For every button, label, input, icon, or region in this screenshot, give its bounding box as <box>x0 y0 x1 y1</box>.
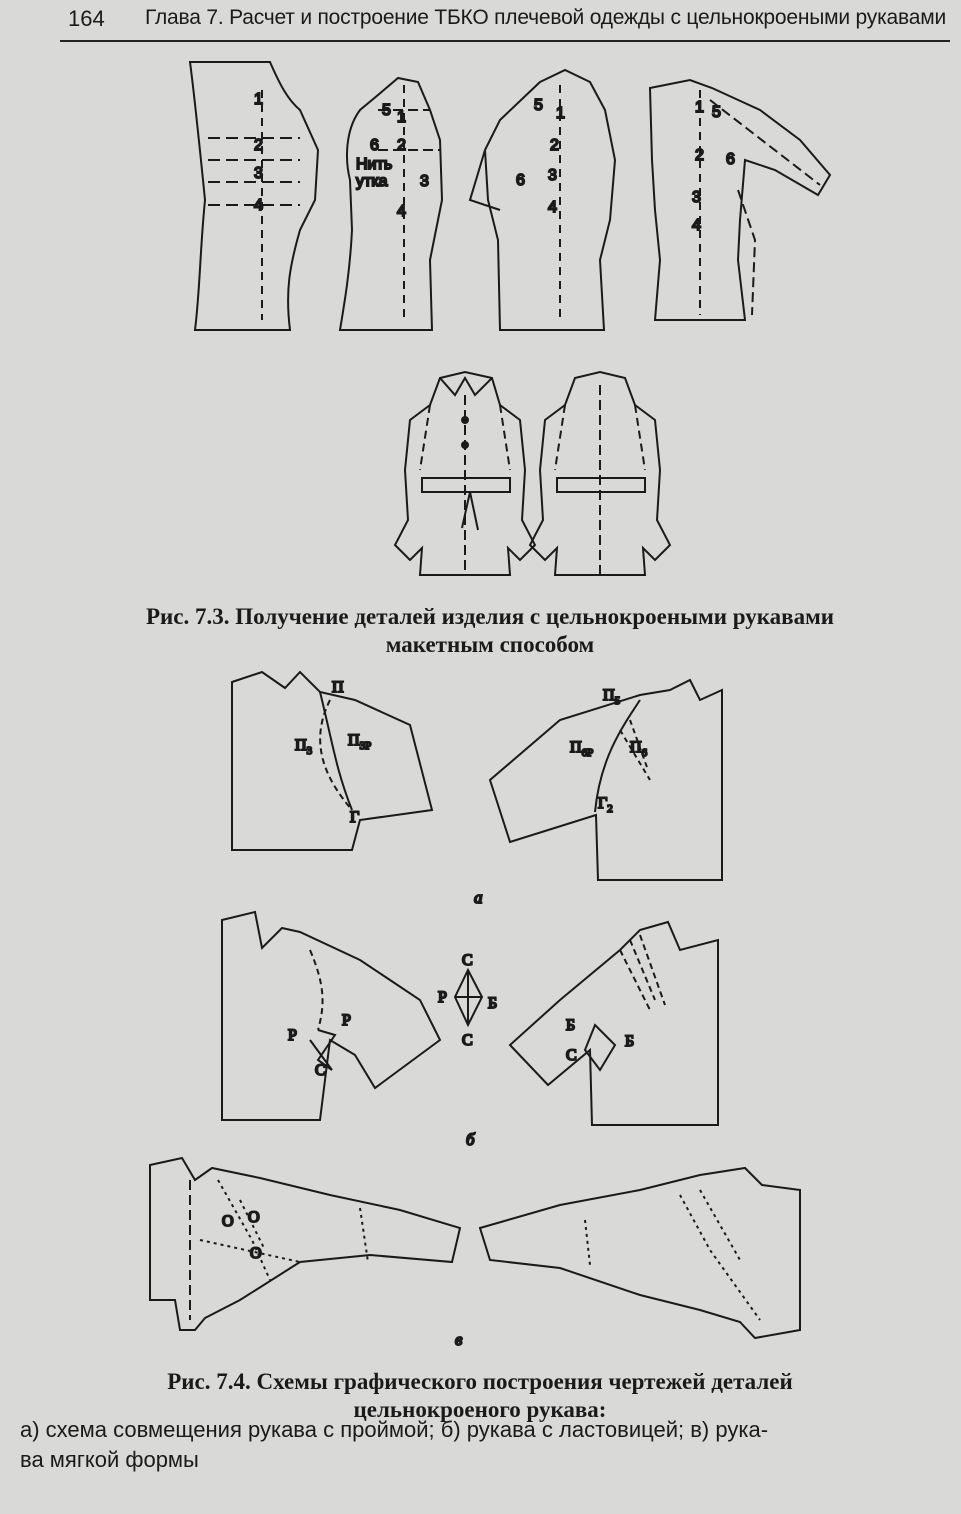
figure-7-4a-left <box>232 672 432 850</box>
figure-7-4b-gusset <box>438 952 497 1049</box>
label-P6R: $П_{6Р}$ <box>570 739 594 759</box>
figure-7-4v-right <box>480 1168 800 1338</box>
label-1: 1 <box>397 109 406 126</box>
label-2: 2 <box>550 137 559 154</box>
label-1: 1 <box>695 99 704 116</box>
figure-7-4a-right <box>490 680 722 880</box>
figure-7-3-piece-3 <box>470 70 615 330</box>
label-3: 3 <box>548 167 557 184</box>
label-2: 2 <box>254 137 263 154</box>
label-P: П <box>332 679 344 696</box>
label-4: 4 <box>397 203 406 220</box>
figure-7-4-caption-line2: цельнокроеного рукава: <box>353 1397 607 1422</box>
label-3: 3 <box>692 189 701 206</box>
label-6: 6 <box>726 151 735 168</box>
label-1: 1 <box>556 105 565 122</box>
label-O: О <box>248 1209 260 1226</box>
label-R: Р <box>342 1012 351 1029</box>
figure-7-3-piece-2 <box>340 78 442 330</box>
label-5: 5 <box>534 97 543 114</box>
subfigure-v-label: в <box>455 1330 463 1349</box>
label-P3R: $П_{3Р}$ <box>348 732 372 752</box>
label-R-left: Р <box>438 989 447 1006</box>
figure-7-4b-right <box>510 922 718 1125</box>
figure-7-4-description <box>20 1415 940 1475</box>
label-B-right: Б <box>488 995 498 1012</box>
figure-7-3-caption-line1: Рис. 7.3. Получение деталей изделия с цельнокроеными рукавами <box>145 604 834 629</box>
label-C: С <box>566 1047 577 1064</box>
figure-7-4v-left <box>150 1158 460 1330</box>
figure-7-4b-left <box>222 912 440 1120</box>
thread-label-line2: утка <box>356 173 388 190</box>
label-4: 4 <box>254 197 263 214</box>
label-1: 1 <box>254 91 263 108</box>
subfigure-b-label: б <box>466 1130 475 1149</box>
label-C-top: С <box>462 952 473 969</box>
subfigure-a-label: а <box>474 888 483 907</box>
label-4: 4 <box>548 199 557 216</box>
label-3: 3 <box>420 173 429 190</box>
figure-7-3-back-coat <box>530 372 670 575</box>
figure-7-3-caption <box>70 603 910 659</box>
figure-7-3-caption-line2: макетным способом <box>385 632 595 657</box>
label-6: 6 <box>516 172 525 189</box>
figure-7-4-caption-line1: Рис. 7.4. Схемы графического построения чертежей деталей <box>167 1369 793 1394</box>
label-B: Б <box>566 1017 576 1034</box>
figure-7-3-piece-4 <box>650 80 830 320</box>
thread-label-line1: Нить <box>356 156 393 173</box>
label-3: 3 <box>254 165 263 182</box>
label-C: С <box>315 1062 326 1079</box>
label-5: 5 <box>712 104 721 121</box>
chapter-title: Глава 7. Расчет и построение ТБКО плечевой одежды с цельнокроеными рукавами <box>145 6 946 29</box>
label-G2: $Г_2$ <box>598 795 613 815</box>
label-5: 5 <box>382 102 391 119</box>
page-number: 164 <box>68 6 105 31</box>
label-B: Б <box>625 1033 635 1050</box>
label-2: 2 <box>397 137 406 154</box>
description-line2: ва мягкой формы <box>20 1447 199 1472</box>
description-line1: а) схема совмещения рукава с проймой; б) рукава с ластовицей; в) рука- <box>20 1417 769 1442</box>
label-P5: $П_5$ <box>603 687 621 707</box>
label-4: 4 <box>692 217 701 234</box>
label-O: О <box>250 1245 262 1262</box>
label-O: О <box>222 1213 234 1230</box>
label-2: 2 <box>695 147 704 164</box>
label-6: 6 <box>370 137 379 154</box>
label-G: Г <box>350 809 360 826</box>
figure-7-3-front-coat <box>395 372 535 575</box>
label-C-bottom: С <box>462 1032 473 1049</box>
label-P3: $П_3$ <box>295 737 313 757</box>
figure-7-3-piece-1 <box>190 62 318 330</box>
label-R: Р <box>288 1027 297 1044</box>
label-P6: $П_6$ <box>630 739 648 759</box>
